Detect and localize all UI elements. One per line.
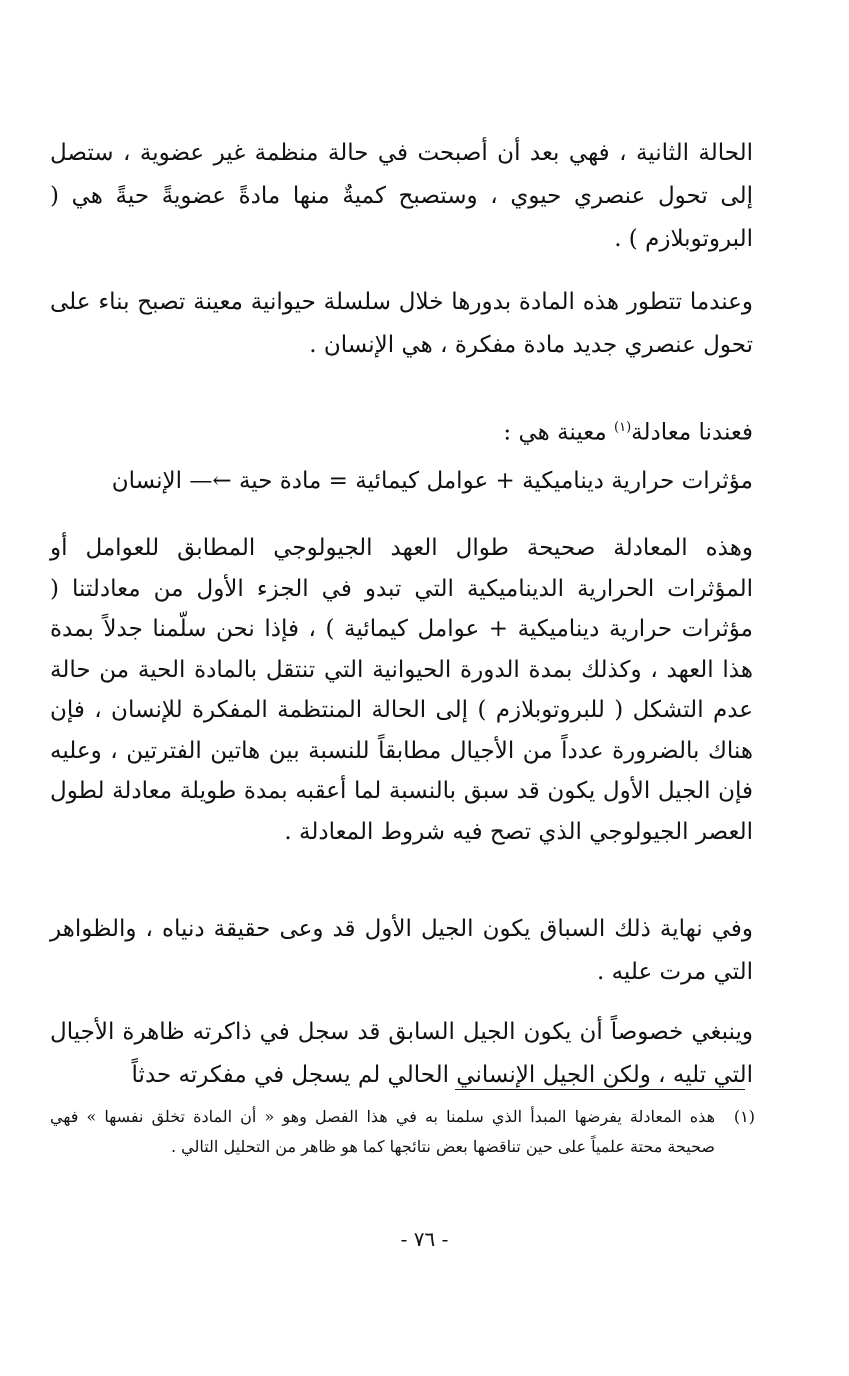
paragraph-1: الحالة الثانية ، فهي بعد أن أصبحت في حالة منظمة غير عضوية ، ستصل إلى تحول عنصري حيوي ، وستصبح كميةٌ منها مادةً عضويةً حيةً هي ( البروتوبلازم ) . [50, 140, 753, 252]
paragraph-2: وعندما تتطور هذه المادة بدورها خلال سلسلة حيوانية معينة تصبح بناء على تحول عنصري جديد مادة مفكرة ، هي الإنسان . [50, 289, 753, 358]
page-number: - ٧٦ - [400, 1227, 449, 1251]
equation-intro-after: معينة هي : [503, 419, 615, 446]
footnote [50, 1102, 755, 1162]
paragraph-3: وهذه المعادلة صحيحة طوال العهد الجيولوجي المطابق للعوامل أو المؤثرات الحرارية الديناميكية التي تبدو في الجزء الأول من معادلتنا ( مؤثرات حرارية ديناميكية + عوامل كيمائية ) ، فإذا نحن سلّمنا جدلاً بمدة هذا العهد ، وكذلك بمدة الدورة الحيوانية التي تنتقل بالمادة الحية من حالة عدم التشكل ( للبروتوبلازم ) إلى الحالة المنتظمة المفكرة للإنسان ، فإن هناك بالضرورة عدداً من الأجيال مطابقاً للنسبة بين هاتين الفترتين ، وعليه فإن الجيل الأول يكون قد سبق بالنسبة لما أعقبه بمدة طويلة معادلة لطول العصر الجيولوجي الذي تصح فيه شروط المعادلة . [50, 535, 753, 845]
footnote-number: (١) [733, 1107, 755, 1126]
footnote-divider [455, 1089, 745, 1090]
footnote-text: هذه المعادلة يفرضها المبدأ الذي سلمنا به في هذا الفصل وهو « أن المادة تخلق نفسها » فهي صحيحة محتة علمياً على حين تناقضها بعض نتائجها كما هو ظاهر من التحليل التالي . [50, 1107, 716, 1156]
footnote-ref: (١) [614, 420, 632, 435]
paragraph-4: وفي نهاية ذلك السباق يكون الجيل الأول قد وعى حقيقة دنياه ، والظواهر التي مرت عليه . [50, 916, 753, 985]
equation-intro [50, 406, 753, 455]
equation-intro-before: فعندنا معادلة [631, 419, 753, 446]
paragraph-5: وينبغي خصوصاً أن يكون الجيل السابق قد سجل في ذاكرته ظاهرة الأجيال التي تليه ، ولكن الجيل الإنساني الحالي لم يسجل في مفكرته حدثاً [50, 1019, 753, 1088]
equation: مؤثرات حرارية ديناميكية + عوامل كيمائية = مادة حية ←— الإنسان [111, 468, 753, 494]
